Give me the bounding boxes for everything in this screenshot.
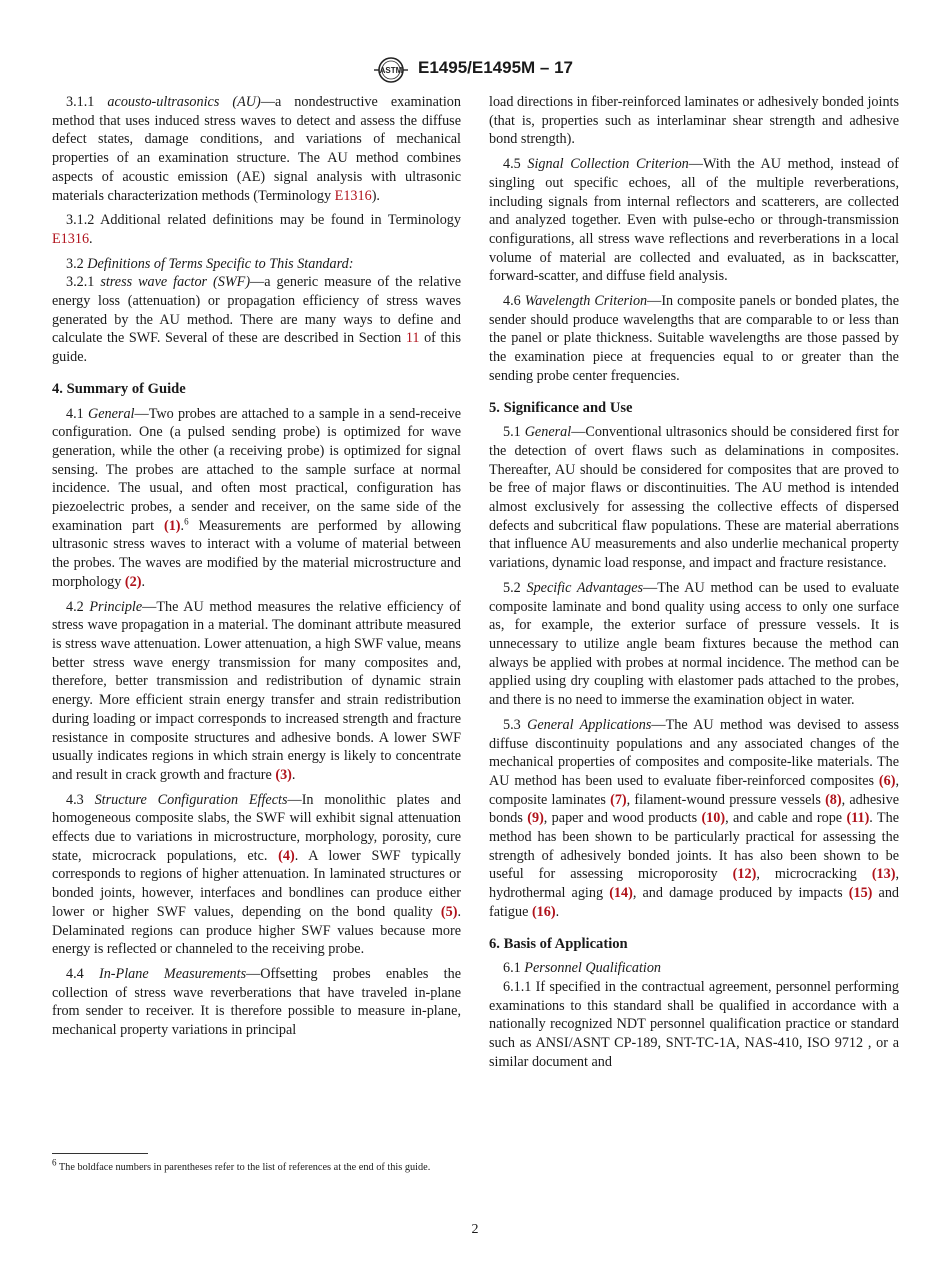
para-6-1-1: 6.1.1 If specified in the contractual agreement, personnel performing examinations to this standard shall be qualified in accordance with a nationally recognized NDT personnel qualification practice or standard such as ANSI/ASNT CP-189, SNT-TC-1A, NAS-410, ISO 9712 , or a similar document and: [489, 978, 899, 1070]
ref-link-15[interactable]: (15): [848, 885, 873, 902]
ref-link-14[interactable]: (14): [609, 885, 633, 902]
left-column: [52, 93, 461, 1046]
ref-link-e1316[interactable]: E1316: [52, 230, 90, 247]
section-heading-6: 6. Basis of Application: [489, 935, 628, 952]
para-3-2: 3.2 Definitions of Terms Specific to This Standard:: [66, 255, 354, 272]
ref-link-3[interactable]: (3): [275, 766, 292, 783]
ref-link-5[interactable]: (5): [440, 903, 458, 920]
para-4-6: 4.6 Wavelength Criterion—In composite panels or bonded plates, the sender should produce wavelengths that are comparable to or less than the panel or plate thickness. Suitable wavelengths are those passed by the examination piece at frequencies equal to or greater than the sending probe center frequencies.: [489, 293, 900, 384]
para-6-1: 6.1 Personnel Qualification: [503, 960, 662, 977]
ref-link-4[interactable]: (4): [278, 847, 295, 864]
ref-link-6[interactable]: (6): [878, 772, 896, 789]
ref-link-7[interactable]: (7): [610, 791, 627, 808]
ref-link-8[interactable]: (8): [825, 791, 842, 808]
para-4-1: 4.1 General—Two probes are attached to a sample in a send-receive configuration. One (a pulsed sending probe) is optimized for wave generation, while the other (a receiving probe) is optimized for signal sensing. The probes are attached to the sample surface at normal incidence. The usual, and often most practical, configuration has piezoelectric probes, a sender and receiver, on the same side of the examination part (1).$^6$ Measurements are performed by allowing ultrasonic stress waves to interact with a volume of material between the probes. The waves are modified by the material microstructure and morphology (2).: [52, 405, 461, 590]
ref-link-13[interactable]: (13): [871, 866, 896, 883]
para-4-4: 4.4 In-Plane Measurements—Offsetting probes enables the collection of stress wave reverberations that have traveled in-plane from sender to receiver. It is therefore possible to measure in-plane, mechanical property variations in principal: [52, 965, 461, 1039]
section-heading-5: 5. Significance and Use: [489, 399, 633, 416]
para-5-2: 5.2 Specific Advantages—The AU method can be used to evaluate composite laminate and bond quality using access to only one surface as, for example, the exterior surface of pressure vessels. It is unnecessary to utilize angle beam fixtures because the method can always be applied with probes at normal incidence. The method can be applied using dry coupling with elastomer pads attached to the probes, and there is no need to immerse the examination object in water.: [489, 579, 900, 709]
footnote-6: $^6$ The boldface numbers in parentheses refer to the list of references at the end of this guide.: [52, 1157, 431, 1173]
ref-link-12[interactable]: (12): [732, 866, 757, 883]
svg-text:ASTM: ASTM: [379, 66, 403, 75]
para-3-2-1: 3.2.1 stress wave factor (SWF)—a generic measure of the relative energy loss (attenuation) or propagation efficiency of stress waves generated by the AU method. There are many ways to define and calculate the SWF. Several of these are described in Section 11 of this guide.: [52, 274, 461, 366]
footnote-marker: 6: [184, 516, 189, 527]
ref-link-16[interactable]: (16): [531, 903, 556, 920]
footnote-rule: [52, 1153, 148, 1154]
right-column: [489, 93, 899, 1077]
para-3-1-2: 3.1.2 Additional related definitions may be found in Terminology E1316.: [52, 212, 461, 247]
ref-link-e1316[interactable]: E1316: [334, 187, 372, 204]
ref-link-10[interactable]: (10): [701, 810, 726, 827]
para-4-3: 4.3 Structure Configuration Effects—In monolithic plates and homogeneous composite slabs, the SWF will exhibit signal attenuation effects due to variations in microstructure, morphology, porosity, cure state, microcrack populations, etc. (4). A lower SWF typically corresponds to regions of higher attenuation. In laminated structures or bonded joints, however, interfaces and bondlines can produce either lower or higher SWF values, depending on the bond quality (5). Delaminated regions can produce higher SWF values because more energy is reflected or channeled to the receiving probe.: [52, 791, 462, 958]
page-header: [0, 56, 950, 84]
section-heading-4: 4. Summary of Guide: [52, 380, 186, 397]
ref-link-2[interactable]: (2): [124, 573, 142, 590]
para-4-5: 4.5 Signal Collection Criterion—With the AU method, instead of singling out specific echoes, all of the multiple reverberations, including signals from internal reflectors and scatterers, are collected and analyzed together. Even with pulse-echo or through-transmission configurations, all stress wave reflections and reverberations in a local volume of material are collected and evaluated, as in backscatter, forward-scatter, and diffuse field analysis.: [489, 156, 900, 285]
standard-designation: E1495/E1495M – 17: [418, 58, 574, 77]
astm-logo-icon: [372, 56, 410, 89]
page-number: 2: [471, 1222, 479, 1237]
para-5-3: 5.3 General Applications—The AU method was devised to assess diffuse discontinuity populations and any associated changes of the mechanical properties of composites and composite-like materials. The AU method has been used to evaluate fiber-reinforced composites (6), composite laminates (7), filament-wound pressure vessels (8), adhesive bonds (9), paper and wood products (10), and cable and rope (11). The method has been shown to be particularly practical for assessing the strength of adhesively bonded joints. It has also been shown to be useful for assessing microporosity (12), microcracking (13), hydrothermal aging (14), and damage produced by impacts (15) and fatigue (16).: [489, 716, 900, 920]
ref-link-9[interactable]: (9): [527, 810, 544, 827]
para-5-1: 5.1 General—Conventional ultrasonics should be considered first for the detection of overt flaws such as delaminations in composites. Thereafter, AU should be considered for composites that are proved to be free of major flaws or discontinuities. The AU method is intended almost exclusively for assessing the collective effects of dispersed defects and subcritical flaw populations. These are material aberrations that influence AU measurements and also underlie mechanical property variations, dynamic load response, and impact and fracture resistance.: [489, 424, 900, 572]
para-3-1-1: 3.1.1 acousto-ultrasonics (AU)—a nondestructive examination method that uses induced stress waves to detect and assess the diffuse defect states, damage conditions, and variations of mechanical properties of an examination structure. The AU method combines aspects of acoustic emission (AE) signal analysis with ultrasonic materials characterization methods (Terminology E1316).: [52, 94, 461, 204]
ref-link-11[interactable]: (11): [846, 810, 870, 827]
ref-link-1[interactable]: (1): [163, 517, 181, 534]
para-4-2: 4.2 Principle—The AU method measures the relative efficiency of stress wave propagation in a material. The dominant attribute measured is stress wave attenuation. Lower attenuation, a high SWF value, means better stress wave energy transmission for many composites and, therefore, better transmission and redistribution of dynamic strain energy. More efficient strain energy transfer and strain redistribution during loading or impact corresponds to increased strength and fracture resistance in composite structures and adhesive bonds. A lower SWF usually indicates regions in which strain energy is likely to concentrate and result in crack growth and fracture (3).: [52, 598, 462, 783]
section-link-11[interactable]: 11: [405, 330, 420, 347]
para-4-4-continued: load directions in fiber-reinforced laminates or adhesively bonded joints (that is, properties such as interlaminar shear strength and adhesive bond strength).: [489, 94, 899, 148]
